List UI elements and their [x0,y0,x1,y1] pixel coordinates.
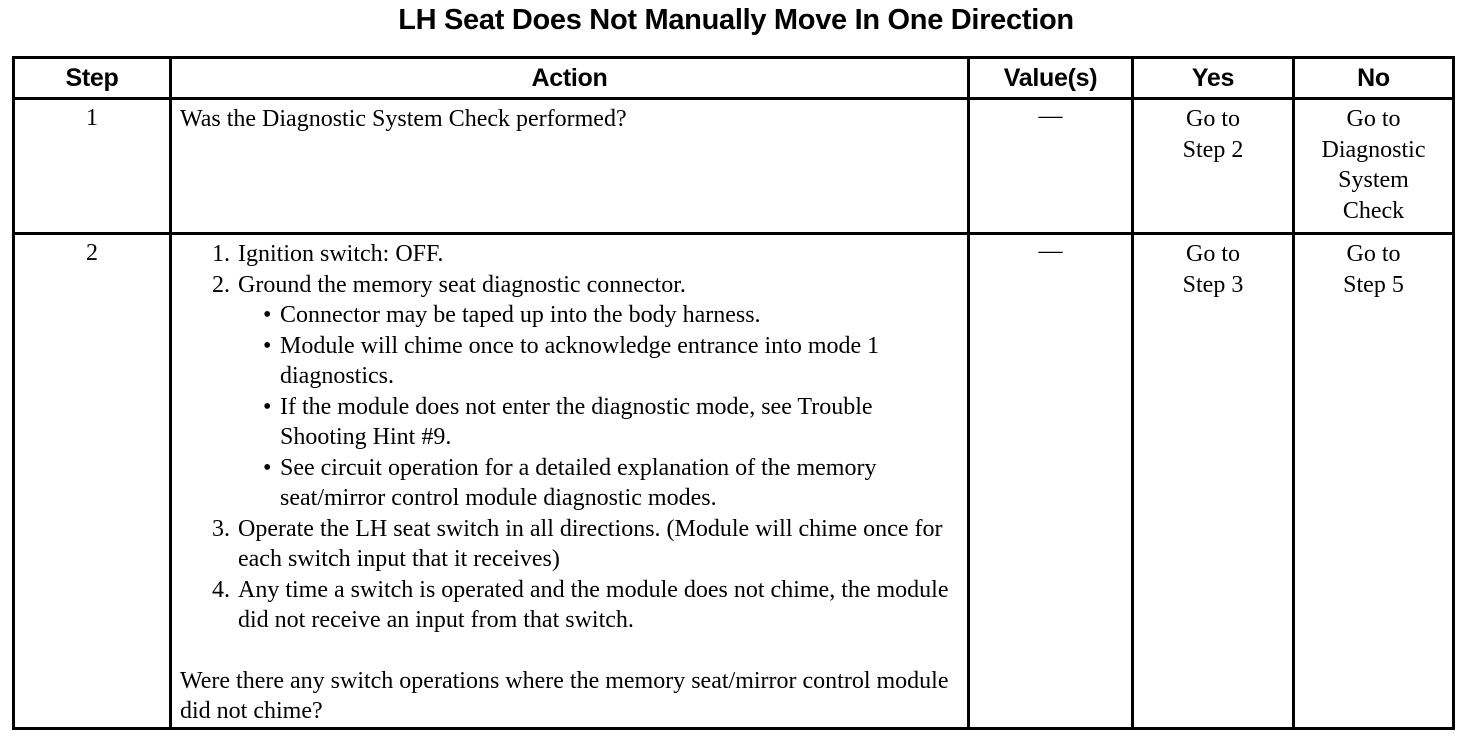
no-line: Step 5 [1343,271,1404,298]
table-row [14,234,1454,729]
step-number: 2 [14,234,171,729]
yes-line: Go to [1186,241,1240,267]
instruction-text: Any time a switch is operated and the module does not chime, the module did not receive an input from that switch. [238,576,949,633]
no-cell [1294,99,1454,234]
header-yes: Yes [1133,58,1294,99]
bullet-item: • See circuit operation for a detailed explanation of the memory seat/mirror control module diagnostic modes. [280,453,961,514]
no-line: Go to [1346,241,1401,267]
header-values: Value(s) [969,58,1133,99]
action-question: Was the Diagnostic System Check performed? [180,106,627,132]
step-number: 1 [14,99,171,234]
bullet-item: • If the module does not enter the diagnostic mode, see Trouble Shooting Hint #9. [280,392,961,453]
yes-cell [1133,99,1294,234]
action-cell [171,234,969,729]
instruction-text: Ground the memory seat diagnostic connector. [238,271,686,298]
instruction-item [236,514,961,575]
diagnostic-table [12,56,1455,730]
bullet-list [238,300,961,514]
yes-line: Step 3 [1182,271,1244,298]
value-cell [969,99,1133,234]
header-no: No [1294,58,1454,99]
instruction-item [236,239,961,270]
no-line: System [1338,167,1409,193]
instruction-item [236,270,961,514]
table-row [14,99,1454,234]
action-cell [171,99,969,234]
instruction-list [180,239,961,636]
no-line: Go to [1346,106,1401,132]
yes-line: Step 2 [1182,136,1244,163]
instruction-item [236,575,961,636]
value-dash: — [1038,103,1063,129]
table-header-row [14,58,1454,99]
no-line: Check [1342,197,1405,224]
yes-line: Go to [1186,106,1240,132]
bullet-item: • Module will chime once to acknowledge entrance into mode 1 diagnostics. [280,331,961,392]
header-action: Action [171,58,969,99]
header-step: Step [14,58,171,99]
no-line: Diagnostic [1321,136,1426,163]
page-title: LH Seat Does Not Manually Move In One Direction [398,4,1074,36]
yes-cell [1133,234,1294,729]
value-cell [969,234,1133,729]
action-question: Were there any switch operations where the memory seat/mirror control module did not chime? [180,667,949,724]
value-dash: — [1038,238,1063,264]
instruction-text: Ignition switch: OFF. [238,241,444,267]
no-cell [1294,234,1454,729]
instruction-text: Operate the LH seat switch in all directions. (Module will chime once for each switch input that it receives) [238,515,943,572]
bullet-item: • Connector may be taped up into the body harness. [280,300,961,331]
